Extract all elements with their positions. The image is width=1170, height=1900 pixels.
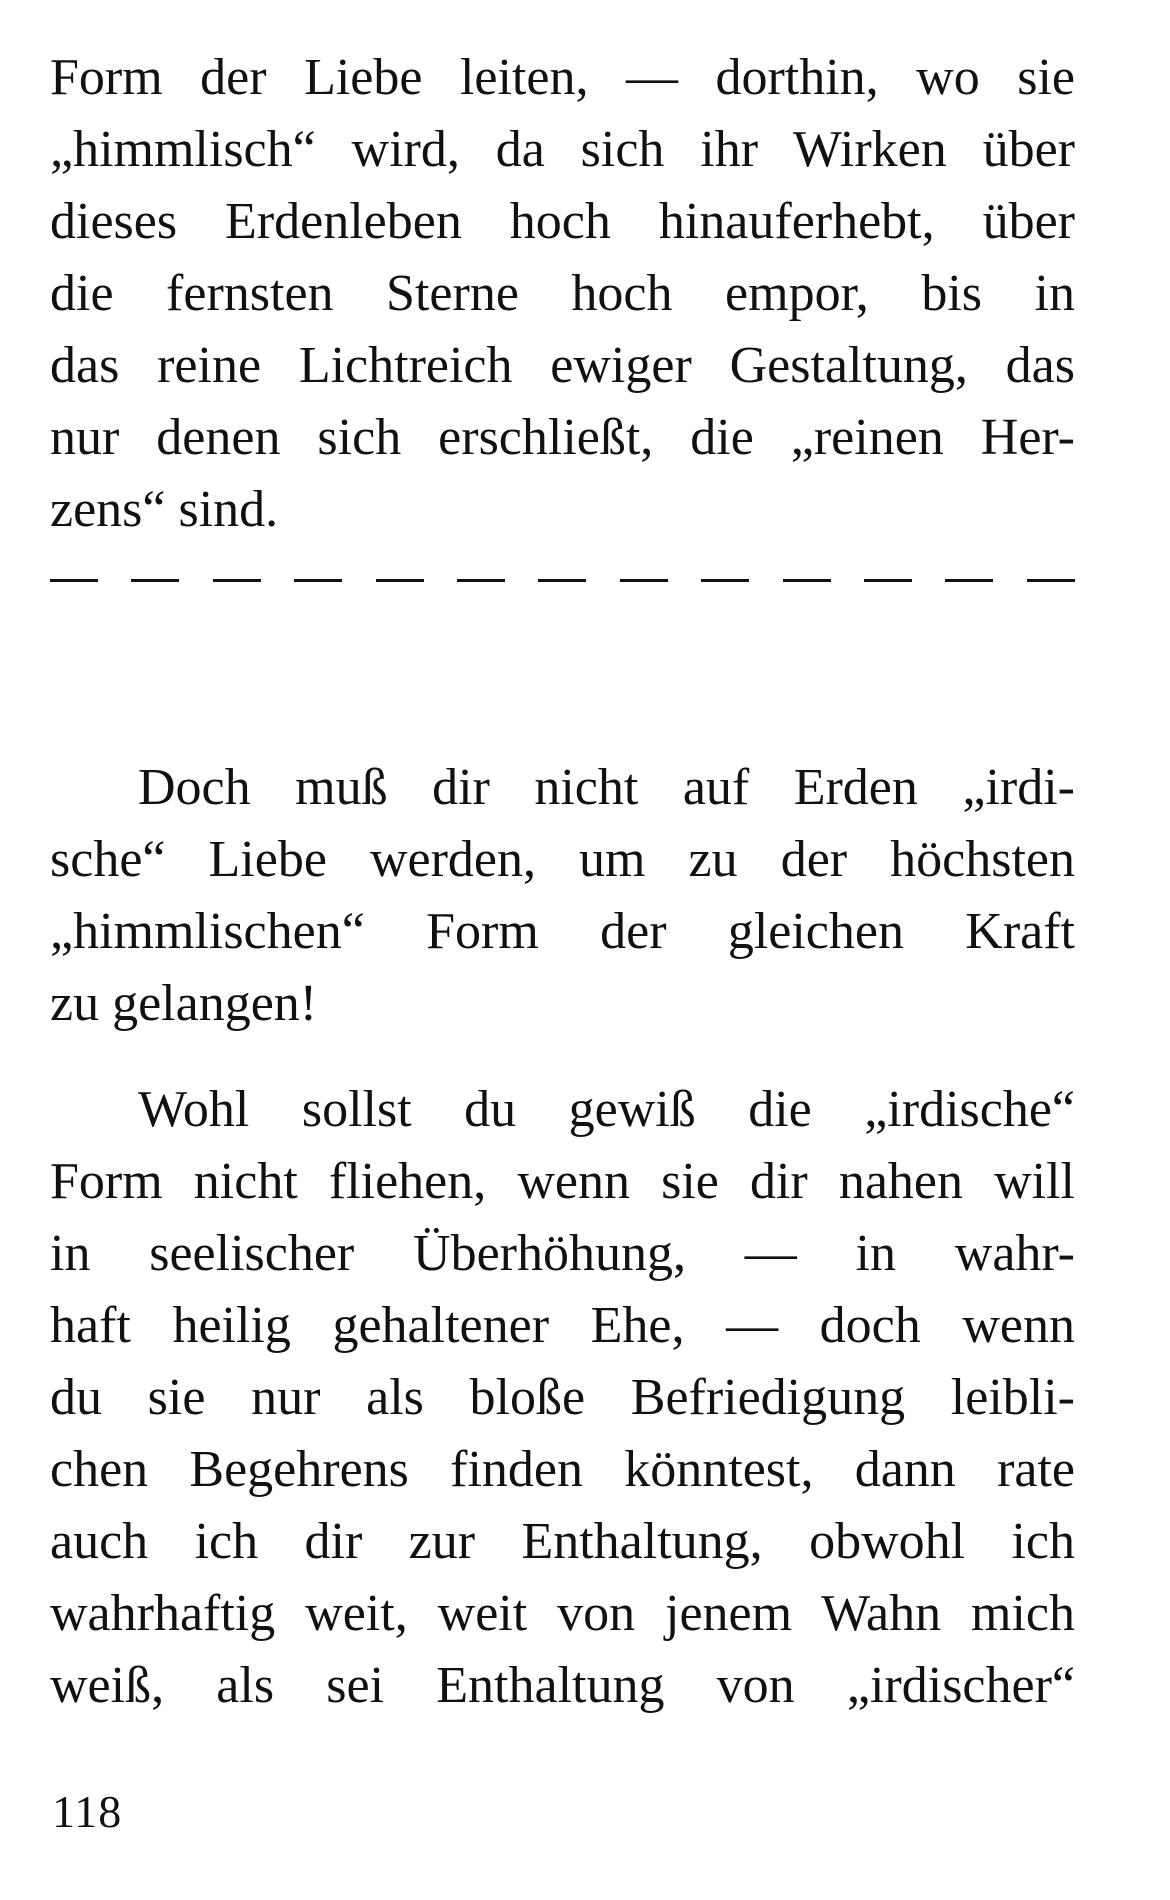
paragraph-line: Form der Liebe leiten, — dorthin, wo sie [50, 49, 1075, 106]
paragraph-line: auch ich dir zur Enthaltung, obwohl ich [50, 1513, 1075, 1570]
separator-dash [864, 579, 912, 582]
paragraph-line: chen Begehrens finden könntest, dann rate [50, 1441, 1075, 1498]
separator-dash [945, 579, 993, 582]
paragraph-2 [50, 752, 1075, 1040]
separator-dash [213, 579, 261, 582]
paragraph-line: sche“ Liebe werden, um zu der höchsten [50, 831, 1075, 888]
paragraph-line: weiß, als sei Enthaltung von „irdischer“ [50, 1657, 1075, 1714]
paragraph-line: „himmlischen“ Form der gleichen Kraft [50, 903, 1075, 960]
page-body [50, 42, 1075, 1722]
paragraph-line: Wohl sollst du gewiß die „irdische“ [138, 1081, 1075, 1138]
paragraph-line: in seelischer Überhöhung, — in wahr- [50, 1225, 1075, 1282]
separator-dash [457, 579, 505, 582]
paragraph-line: Form nicht fliehen, wenn sie dir nahen will [50, 1153, 1075, 1210]
separator-dash [1027, 579, 1075, 582]
paragraph-line: nur denen sich erschließt, die „reinen Her- [50, 409, 1075, 466]
paragraph-line: zu gelangen! [50, 975, 318, 1032]
paragraph-line: du sie nur als bloße Befriedigung leibli- [50, 1369, 1075, 1426]
paragraph-line: „himmlisch“ wird, da sich ihr Wirken über [50, 121, 1075, 178]
section-separator [50, 560, 1075, 600]
separator-dash [783, 579, 831, 582]
page-number: 118 [52, 1786, 123, 1837]
separator-dash [701, 579, 749, 582]
paragraph-line: Doch muß dir nicht auf Erden „irdi- [138, 759, 1075, 816]
paragraph-line: das reine Lichtreich ewiger Gestaltung, das [50, 337, 1075, 394]
paragraph-line: wahrhaftig weit, weit von jenem Wahn mich [50, 1585, 1075, 1642]
paragraph-line: haft heilig gehaltener Ehe, — doch wenn [50, 1297, 1075, 1354]
paragraph-1 [50, 42, 1075, 546]
paragraph-line: die fernsten Sterne hoch empor, bis in [50, 265, 1075, 322]
paragraph-3 [50, 1074, 1075, 1722]
paragraph-line: zens“ sind. [50, 481, 279, 538]
paragraph-line: dieses Erdenleben hoch hinauferhebt, über [50, 193, 1075, 250]
separator-dash [294, 579, 342, 582]
separator-dash [376, 579, 424, 582]
separator-dash [620, 579, 668, 582]
separator-dash [538, 579, 586, 582]
separator-dash [50, 579, 98, 582]
separator-dash [131, 579, 179, 582]
